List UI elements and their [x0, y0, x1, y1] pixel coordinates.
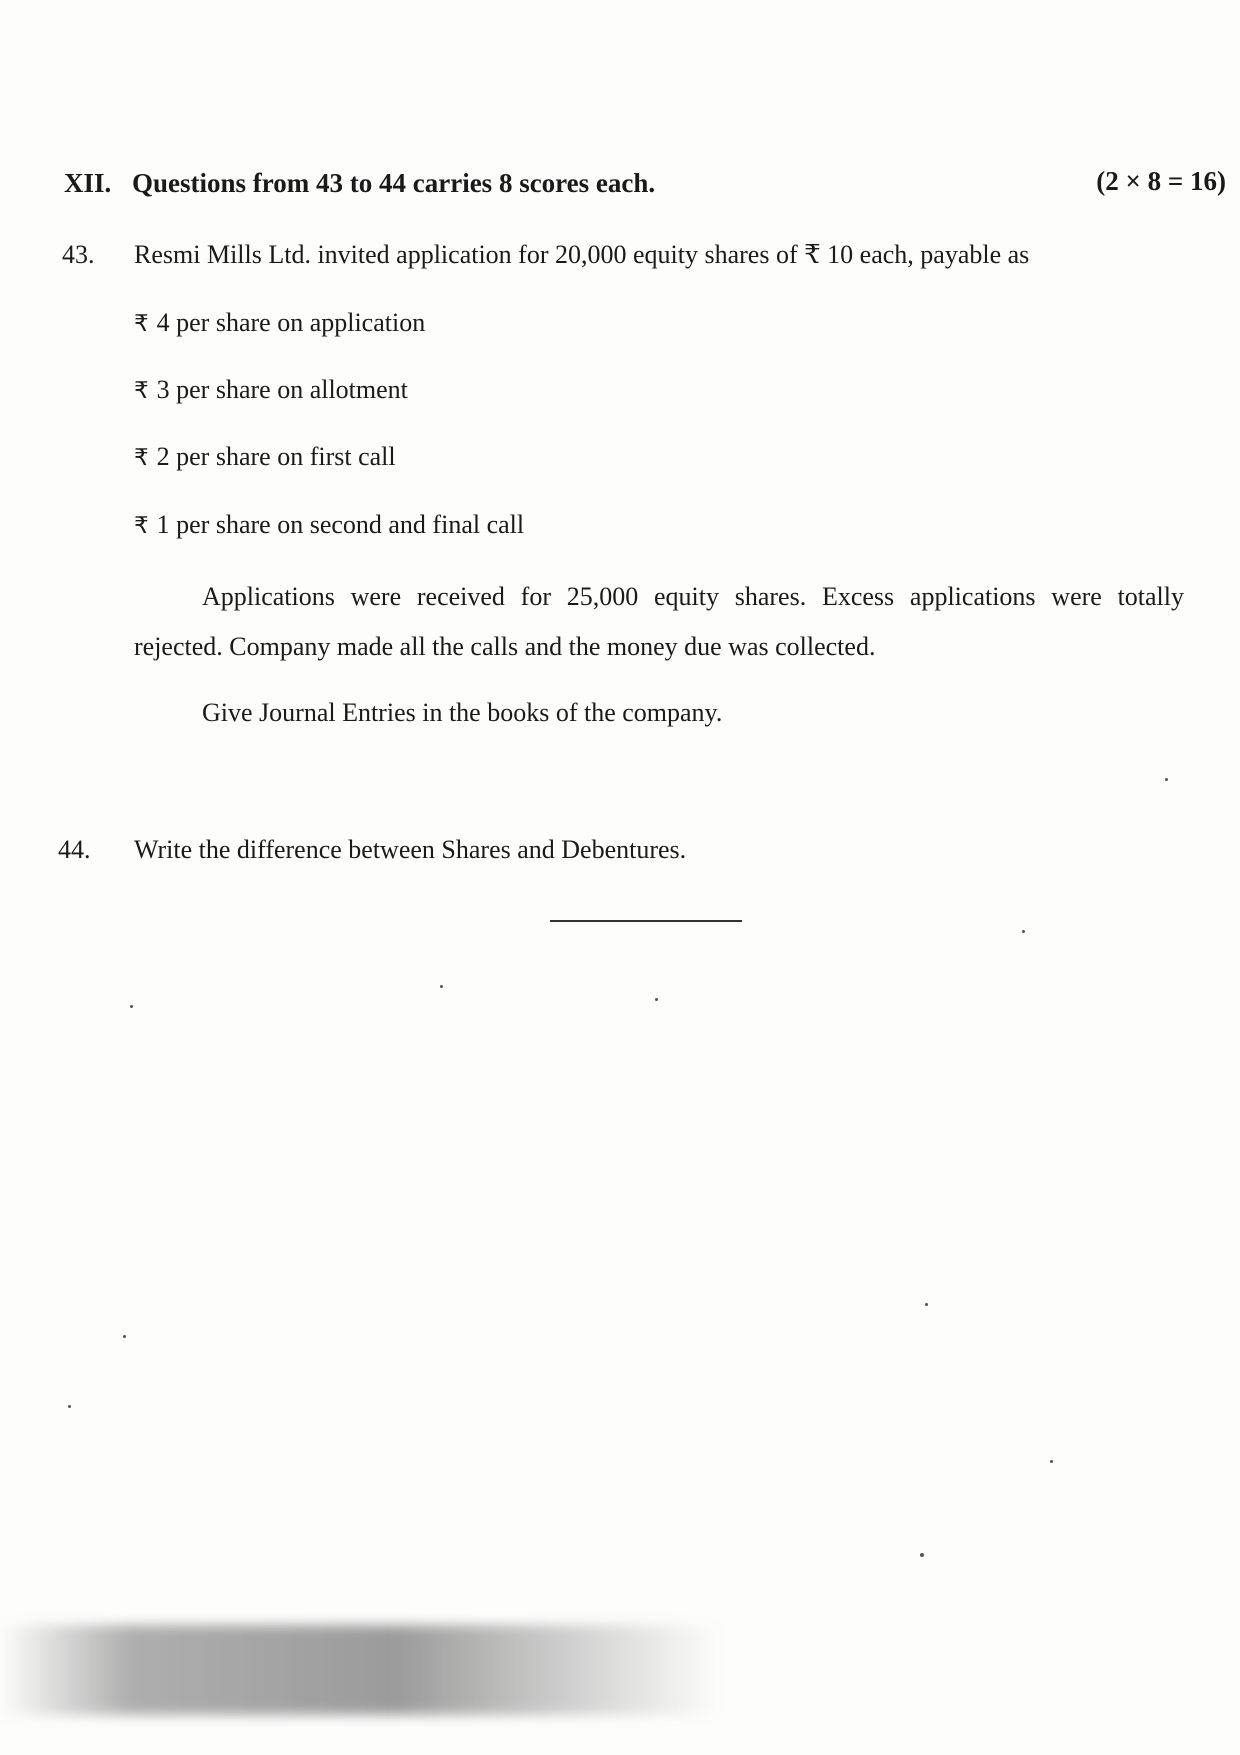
section-title: Questions from 43 to 44 carries 8 scores each. [132, 168, 656, 198]
rupee-icon: ₹ [134, 445, 149, 471]
scan-speck [925, 1303, 928, 1306]
section-header [64, 168, 1234, 199]
installment-application [134, 308, 425, 338]
scan-speck [1022, 930, 1025, 933]
question-43-intro: Resmi Mills Ltd. invited application for 20,000 equity shares of ₹ 10 each, payable as [134, 240, 1030, 269]
installment-allotment [134, 375, 408, 405]
scan-speck [655, 998, 658, 1001]
rupee-icon: ₹ [134, 311, 149, 337]
installment-text: 2 per share on first call [156, 442, 396, 471]
installment-text: 4 per share on application [156, 308, 426, 337]
installment-text: 1 per share on second and final call [156, 510, 525, 539]
scan-speck [1050, 1460, 1053, 1463]
installment-first-call [134, 442, 396, 472]
scan-speck [440, 985, 443, 988]
question-43-number: 43. [62, 240, 95, 269]
installment-final-call [134, 510, 524, 540]
question-43-paragraph: Applications were received for 25,000 equity shares. Excess applications were totally rejected. Company made all the calls and the money due was collected. [134, 582, 1184, 661]
scan-speck [123, 1335, 126, 1338]
question-44-text: Write the difference between Shares and Debentures. [134, 835, 687, 864]
scan-speck [130, 1005, 133, 1008]
scan-speck [920, 1553, 924, 1557]
question-43-instruction: Give Journal Entries in the books of the company. [202, 698, 723, 727]
end-rule [550, 920, 742, 922]
section-marks: (2 × 8 = 16) [1096, 166, 1226, 196]
installment-text: 3 per share on allotment [156, 375, 408, 404]
scan-shadow [0, 1625, 720, 1715]
rupee-icon: ₹ [134, 378, 149, 404]
rupee-icon: ₹ [134, 513, 149, 539]
section-number: XII. [64, 168, 112, 198]
scan-speck [1165, 778, 1168, 781]
scan-speck [68, 1405, 71, 1408]
question-44-number: 44. [58, 835, 91, 864]
